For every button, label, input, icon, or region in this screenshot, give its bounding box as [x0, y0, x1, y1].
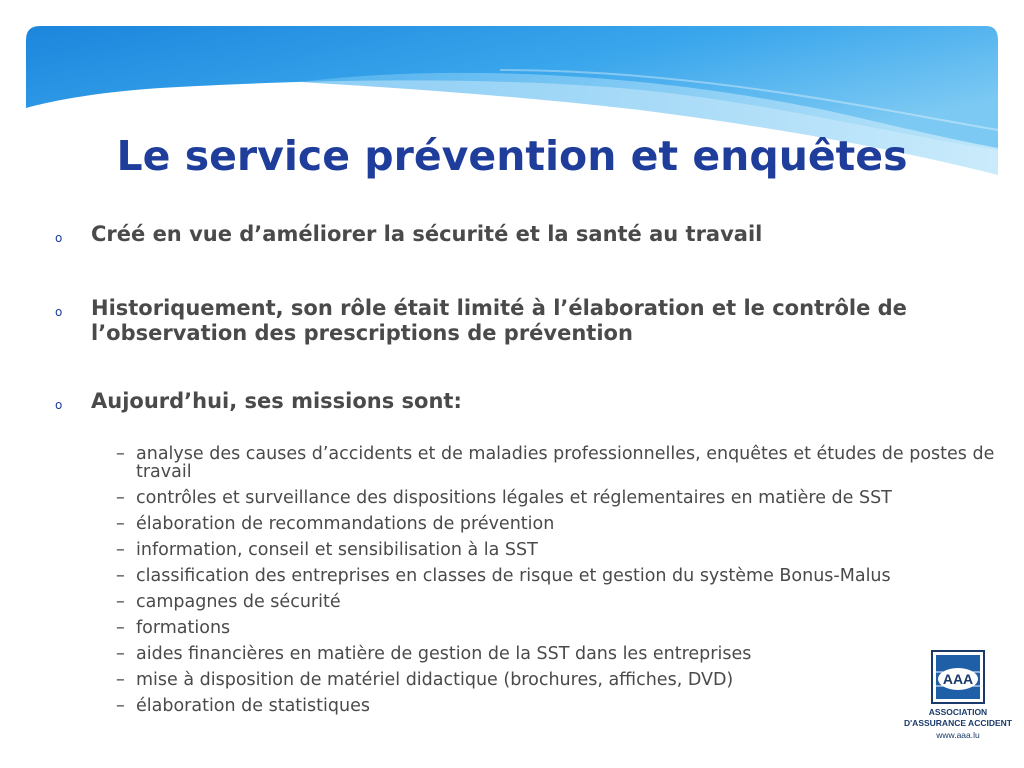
- bullet-text: Historiquement, son rôle était limité à l’élaboration et le contrôle de l’observation des prescriptions de prévention: [91, 296, 907, 345]
- slide-title: Le service prévention et enquêtes: [116, 132, 908, 180]
- mission-text: analyse des causes d’accidents et de maladies professionnelles, enquêtes et études de postes de travail: [136, 444, 995, 482]
- mission-item: [116, 489, 1010, 507]
- mission-item: [116, 541, 1010, 559]
- mission-text: classification des entreprises en classes de risque et gestion du système Bonus-Malus: [136, 566, 891, 586]
- mission-item: [116, 445, 1006, 481]
- mission-text: formations: [136, 618, 231, 638]
- mission-item: [116, 697, 1010, 715]
- mission-item: [116, 619, 1010, 637]
- logo-url: www.aaa.lu: [936, 730, 980, 740]
- dash-marker: –: [116, 488, 125, 508]
- mission-text: campagnes de sécurité: [136, 592, 341, 612]
- aaa-logo: [903, 650, 1013, 746]
- mission-text: information, conseil et sensibilisation à la SST: [136, 540, 538, 560]
- dash-marker: –: [116, 444, 125, 464]
- bullet-text: Créé en vue d’améliorer la sécurité et la santé au travail: [91, 222, 763, 246]
- dash-marker: –: [116, 618, 125, 638]
- mission-text: aides financières en matière de gestion de la SST dans les entreprises: [136, 644, 752, 664]
- aaa-logo-mark: [931, 650, 985, 704]
- mission-item: [116, 593, 1010, 611]
- slide-content: [55, 222, 1010, 723]
- dash-marker: –: [116, 644, 125, 664]
- bullet-item: [55, 222, 1010, 247]
- logo-line-assurance: D'ASSURANCE ACCIDENT: [904, 718, 1012, 728]
- missions-list: [55, 445, 1010, 715]
- mission-item: [116, 567, 1010, 585]
- mission-item: [116, 515, 1010, 533]
- dash-marker: –: [116, 514, 125, 534]
- logo-mark-text: AAA: [942, 671, 974, 687]
- dash-marker: –: [116, 540, 125, 560]
- dash-marker: –: [116, 696, 125, 716]
- dash-marker: –: [116, 566, 125, 586]
- bullet-item: [55, 296, 1010, 346]
- mission-text: élaboration de statistiques: [136, 696, 370, 716]
- mission-text: élaboration de recommandations de prévention: [136, 514, 555, 534]
- mission-text: contrôles et surveillance des dispositions légales et réglementaires en matière de SST: [136, 488, 892, 508]
- bullet-marker: o: [55, 305, 63, 319]
- bullet-marker: o: [55, 231, 63, 245]
- bullet-item: [55, 389, 1010, 414]
- bullet-marker: o: [55, 398, 63, 412]
- dash-marker: –: [116, 592, 125, 612]
- mission-item: [116, 645, 1010, 663]
- mission-text: mise à disposition de matériel didactique (brochures, affiches, DVD): [136, 670, 734, 690]
- logo-line-association: ASSOCIATION: [928, 707, 988, 717]
- bullet-text: Aujourd’hui, ses missions sont:: [91, 389, 462, 413]
- mission-item: [116, 671, 1010, 689]
- dash-marker: –: [116, 670, 125, 690]
